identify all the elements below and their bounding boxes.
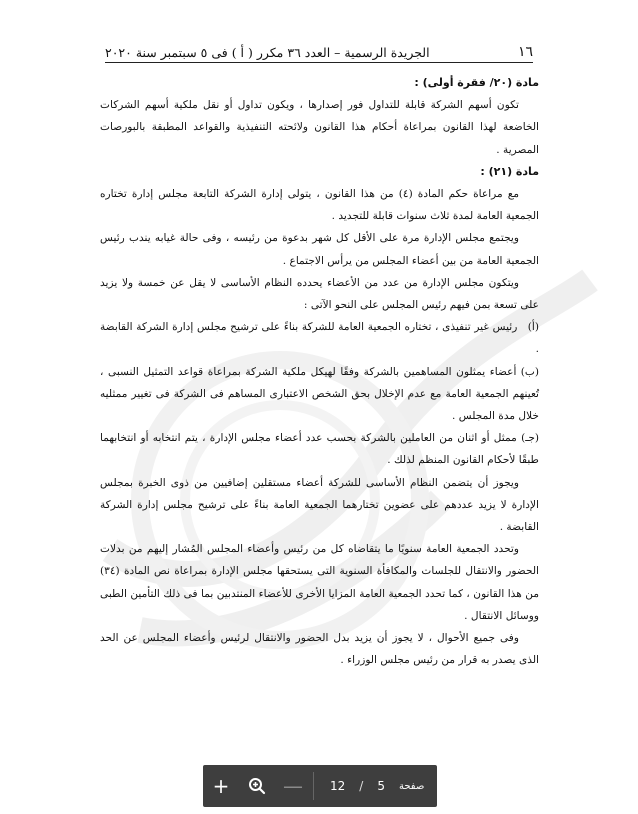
- page-indicator: [316, 779, 424, 793]
- page-separator: /: [359, 779, 364, 793]
- list-text: أعضاء يمثلون المساهمين بالشركة وفقًا لهيكل ملكية الشركة بمراعاة قواعد التمثيل النسبى ، تُعينهم الجمعية العامة مع عدم الإخلال بحق الشخص الاعتبارى المساهم فى الشركة فى تغيير ممثليه خلال مدة المجلس .: [100, 365, 539, 423]
- list-text: ممثل أو اثنان من العاملين بالشركة بحسب عدد أعضاء مجلس الإدارة ، يتم انتخابه أو انتخابهما طبقًا لأحكام القانون المنظم لذلك .: [100, 432, 539, 467]
- list-label: (أ): [527, 321, 539, 334]
- article-20-heading: مادة (٢٠/ فقرة أولى) :: [414, 76, 539, 89]
- list-item-a: [100, 316, 539, 360]
- article-21-paragraph-6: وفى جميع الأحوال ، لا يجوز أن يزيد بدل الحضور والانتقال لرئيس وأعضاء المجلس عن الحد الذى يصدر به قرار من رئيس مجلس الوزراء .: [100, 632, 539, 667]
- list-item-b: [100, 361, 539, 428]
- article-20-paragraph: تكون أسهم الشركة قابلة للتداول فور إصدارها ، ويكون تداول أو نقل ملكية أسهم الشركات الخاضعة لهذا القانون بمراعاة أحكام هذا القانون ولائحته التنفيذية والقواعد المطبقة بالبورصات المصرية .: [100, 99, 539, 156]
- article-21-paragraph-4: ويجوز أن يتضمن النظام الأساسى للشركة أعضاء مستقلين إضافيين من ذوى الخبرة بمجلس الإدارة لا يزيد عددهم على عضوين تختارهما الجمعية العامة بناءً على ترشيح مجلس إدارة الشركة القابضة .: [100, 476, 539, 534]
- zoom-in-button[interactable]: [203, 765, 239, 807]
- page-number: ١٦: [517, 44, 533, 60]
- article-21-paragraph-5: وتحدد الجمعية العامة سنويًا ما يتقاضاه كل من رئيس وأعضاء المجلس المُشار إليهم من بدلات الحضور والانتقال للجلسات والمكافأة السنوية التى يستحقها مجلس الإدارة بمراعاة نص المادة (٣٤) من هذا القانون ، كما تحدد الجمعية العامة المزايا الأخرى للأعضاء المنتدبين بما فى ذلك التأمين الطبى ووسائل الانتقال .: [100, 543, 539, 622]
- zoom-button[interactable]: [239, 765, 275, 807]
- magnifier-icon: [248, 777, 266, 795]
- list-label: (ب): [520, 365, 539, 378]
- document-body: [100, 72, 539, 671]
- pdf-viewer-toolbar: [203, 765, 437, 807]
- current-page-input[interactable]: 5: [377, 779, 385, 793]
- article-21-paragraph-1: مع مراعاة حكم المادة (٤) من هذا القانون ، يتولى إدارة الشركة التابعة مجلس إدارة تختاره الجمعية العامة لمدة ثلاث سنوات قابلة للتجديد .: [100, 188, 539, 223]
- list-label: (جـ): [521, 432, 539, 445]
- page-label: صفحة: [398, 780, 425, 792]
- page-header: [105, 32, 533, 60]
- header-title: الجريدة الرسمية – العدد ٣٦ مكرر ( أ ) فى ٥ سبتمبر سنة ٢٠٢٠: [105, 45, 430, 60]
- toolbar-divider: [313, 772, 314, 800]
- article-21-heading: مادة (٢١) :: [480, 164, 539, 178]
- zoom-out-button[interactable]: [275, 765, 311, 807]
- article-21-paragraph-2: ويجتمع مجلس الإدارة مرة على الأقل كل شهر بدعوة من رئيسه ، وفى حالة غيابه يندب رئيس الجمعية العامة من بين أعضاء المجلس من يرأس الاجتماع .: [100, 232, 539, 267]
- minus-icon: —: [283, 774, 303, 798]
- list-text: رئيس غير تنفيذى ، تختاره الجمعية العامة للشركة بناءً على ترشيح مجلس إدارة الشركة القابضة .: [100, 321, 539, 356]
- header-rule: [105, 62, 533, 63]
- article-21-paragraph-3: ويتكون مجلس الإدارة من عدد من الأعضاء يحدده النظام الأساسى لا يقل عن خمسة ولا يزيد على تسعة بمن فيهم رئيس المجلس على النحو الآتى :: [100, 276, 539, 312]
- list-item-c: [100, 427, 539, 471]
- plus-icon: +: [212, 774, 230, 798]
- total-pages: 12: [330, 779, 346, 793]
